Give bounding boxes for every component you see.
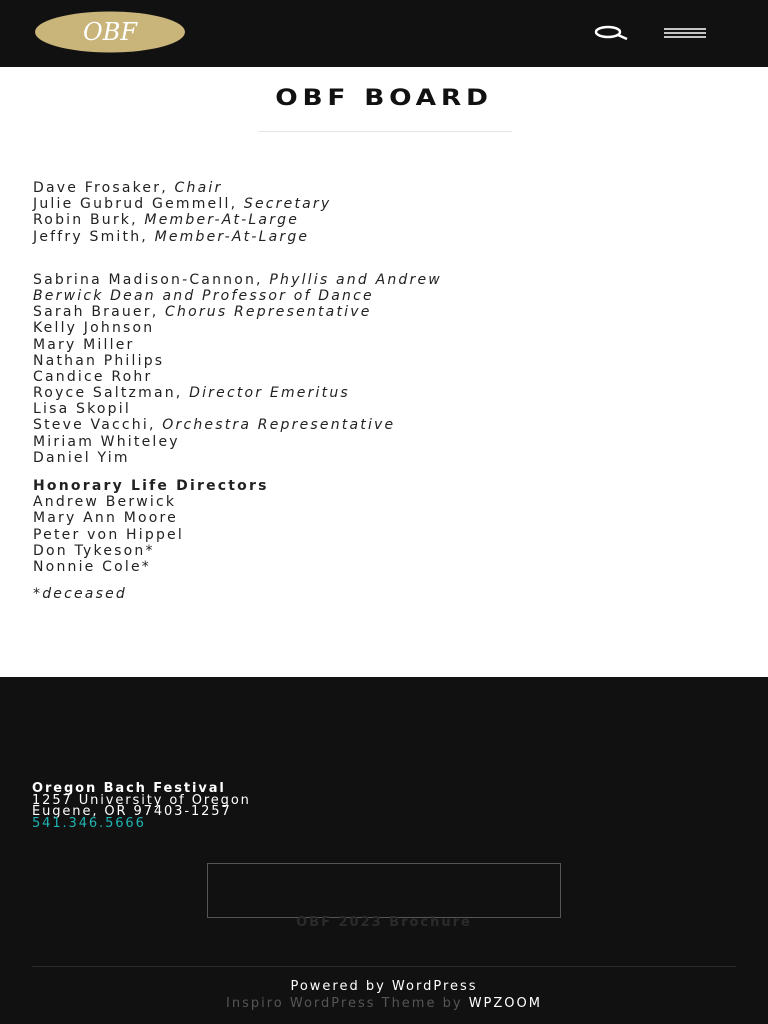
member-row bbox=[33, 385, 733, 401]
honorary-row: Mary Ann Moore bbox=[33, 510, 178, 527]
page-title: OBF BOARD bbox=[275, 86, 493, 111]
officer-role: Member-At-Large bbox=[144, 212, 300, 229]
officer-row: Robin Burk, Member-At-Large bbox=[33, 212, 300, 229]
honorary-directors bbox=[33, 478, 733, 575]
member-role: Director Emeritus bbox=[189, 385, 350, 402]
wpzoom-link[interactable]: WPZOOM bbox=[468, 996, 542, 1011]
member-row: Mary Miller bbox=[33, 336, 135, 353]
member-row bbox=[33, 272, 733, 288]
member-name: Sarah Brauer, bbox=[33, 304, 159, 321]
member-role: Phyllis and Andrew bbox=[269, 271, 442, 288]
member-name: Sabrina Madison-Cannon, bbox=[33, 271, 263, 288]
honorary-row: Nonnie Cole* bbox=[33, 558, 151, 575]
member-name: Royce Saltzman, bbox=[33, 385, 183, 402]
theme-credit-prefix: Inspiro WordPress Theme by bbox=[226, 996, 463, 1011]
honorary-row: Andrew Berwick bbox=[33, 494, 177, 511]
member-row bbox=[33, 417, 733, 433]
officer-row: Dave Frosaker, Chair bbox=[33, 180, 223, 196]
brochure-image-frame[interactable] bbox=[207, 863, 561, 918]
honorary-heading: Honorary Life Directors bbox=[33, 478, 269, 494]
officer-name: Julie Gubrud Gemmell bbox=[33, 196, 231, 213]
obf-logo[interactable] bbox=[34, 11, 186, 53]
officer-row: Julie Gubrud Gemmell, Secretary bbox=[33, 196, 332, 213]
honorary-row: Don Tykeson* bbox=[33, 542, 155, 559]
title-divider bbox=[258, 131, 512, 132]
member-row-continued bbox=[33, 288, 733, 304]
member-row: Candice Rohr bbox=[33, 368, 153, 385]
deceased-note: *deceased bbox=[33, 586, 127, 603]
members-list bbox=[33, 272, 733, 466]
hamburger-menu-icon[interactable] bbox=[660, 24, 710, 44]
logo-text: OBF bbox=[83, 18, 137, 46]
honorary-row: Peter von Hippel bbox=[33, 526, 184, 543]
site-footer bbox=[0, 677, 768, 1024]
officer-role: Member-At-Large bbox=[154, 228, 310, 245]
member-row: Daniel Yim bbox=[33, 449, 130, 466]
search-icon[interactable] bbox=[590, 20, 630, 46]
brochure-link[interactable]: OBF 2023 Brochure bbox=[296, 915, 472, 930]
officer-name: Jeffry Smith bbox=[33, 228, 142, 245]
officer-role: Chair bbox=[174, 180, 223, 196]
powered-by-text[interactable]: Powered by WordPress bbox=[290, 979, 478, 994]
officers-list bbox=[33, 180, 733, 245]
footer-org-name: Oregon Bach Festival bbox=[32, 781, 226, 796]
officer-role: Secretary bbox=[243, 196, 332, 213]
officer-row: Jeffry Smith, Member-At-Large bbox=[33, 228, 310, 245]
member-row: Miriam Whiteley bbox=[33, 433, 180, 450]
theme-credit bbox=[0, 996, 768, 1011]
board-list bbox=[33, 180, 733, 602]
member-role: Berwick Dean and Professor of Dance bbox=[33, 287, 374, 304]
member-row: Lisa Skopil bbox=[33, 401, 131, 418]
officer-name: Dave Frosaker bbox=[33, 180, 162, 196]
footer-phone-link[interactable]: 541.346.5666 bbox=[32, 815, 146, 831]
member-role: Orchestra Representative bbox=[162, 417, 396, 434]
site-header bbox=[0, 0, 768, 67]
footer-address-line: Eugene, OR 97403-1257 bbox=[32, 804, 232, 819]
officer-name: Robin Burk bbox=[33, 212, 132, 229]
member-role: Chorus Representative bbox=[165, 304, 372, 321]
member-row: Nathan Philips bbox=[33, 352, 165, 369]
footer-address-line: 1257 University of Oregon bbox=[32, 792, 251, 808]
footer-address bbox=[32, 783, 251, 829]
member-row: Kelly Johnson bbox=[33, 320, 155, 337]
footer-divider bbox=[32, 966, 736, 967]
member-name: Steve Vacchi, bbox=[33, 417, 156, 434]
member-row bbox=[33, 304, 733, 320]
